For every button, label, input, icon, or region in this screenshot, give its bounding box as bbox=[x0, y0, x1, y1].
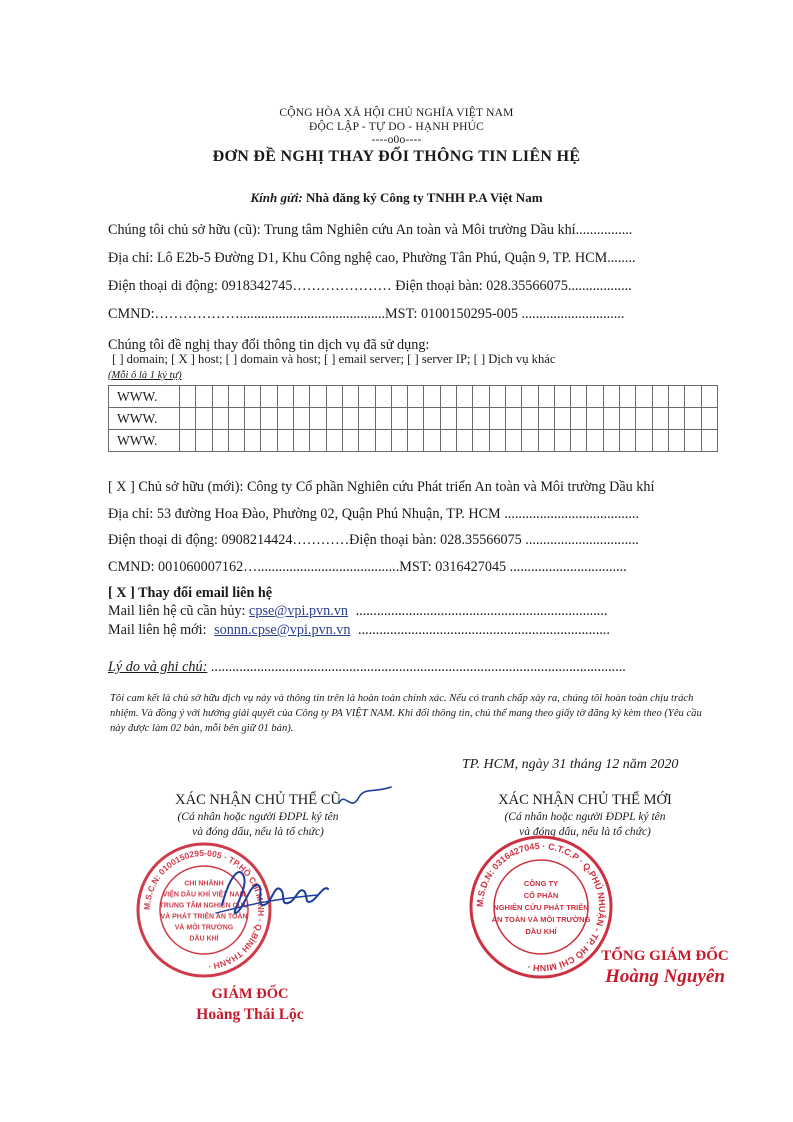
domain-char-box[interactable] bbox=[571, 408, 587, 430]
domain-char-box[interactable] bbox=[701, 430, 717, 452]
domain-char-box[interactable] bbox=[245, 430, 261, 452]
domain-char-box[interactable] bbox=[326, 386, 342, 408]
domain-char-box[interactable] bbox=[391, 430, 407, 452]
domain-char-box[interactable] bbox=[196, 386, 212, 408]
domain-char-box[interactable] bbox=[685, 408, 701, 430]
domain-grid-row bbox=[109, 408, 718, 430]
stamp-center-line: NGHIÊN CỨU PHÁT TRIỂN bbox=[493, 903, 589, 912]
new-address-line: Địa chỉ: 53 đường Hoa Đào, Phường 02, Quận Phú Nhuận, TP. HCM ...................................... bbox=[108, 506, 640, 522]
domain-char-box[interactable] bbox=[538, 430, 554, 452]
old-email-link[interactable]: cpse@vpi.pvn.vn bbox=[249, 603, 349, 619]
domain-char-box[interactable] bbox=[489, 430, 505, 452]
new-phone-line: Điện thoại di động: 0908214424…………Điện thoại bàn: 028.35566075 ................................ bbox=[108, 532, 639, 548]
domain-char-box[interactable] bbox=[554, 386, 570, 408]
domain-char-box[interactable] bbox=[424, 386, 440, 408]
new-email-link[interactable]: sonnn.cpse@vpi.pvn.vn bbox=[214, 622, 351, 638]
new-email-dots: ....................................................................... bbox=[358, 622, 610, 638]
new-email-row bbox=[108, 622, 610, 639]
stamp-center-line: VÀ MÔI TRƯỜNG bbox=[174, 924, 234, 932]
stamp-center-line: CỔ PHẦN bbox=[523, 891, 559, 900]
right-stamp-ring-text: M.S.D.N: 0316427045 · C.T.C.P · Q.PHÚ NHUẬN - TP. HỒ CHÍ MINH · bbox=[474, 840, 608, 974]
domain-char-box[interactable] bbox=[326, 430, 342, 452]
domain-char-box[interactable] bbox=[522, 430, 538, 452]
domain-char-box[interactable] bbox=[652, 430, 668, 452]
domain-char-box[interactable] bbox=[685, 386, 701, 408]
commitment-text: Tôi cam kết là chủ sở hữu dịch vụ này và thông tin trên là hoàn toàn chính xác. Nếu có tranh chấp xảy ra, chúng tôi hoàn toàn chịu trách nhiệm. Và đồng ý với hướng giải quyết của Công ty PA VIỆT NAM. Khi đổi thông tin, chủ thể mang theo giấy tờ đăng ký kèm theo (Yêu cầu này được làm 02 bản, mỗi bên giữ 01 bản). bbox=[110, 693, 702, 734]
right-signer-name: Hoàng Nguyên bbox=[605, 966, 725, 987]
right-signer-role: TỔNG GIÁM ĐỐC bbox=[601, 948, 729, 964]
old-email-dots: ....................................................................... bbox=[355, 603, 608, 619]
old-owner-line: Chúng tôi chủ sở hữu (cũ): Trung tâm Nghiên cứu An toàn và Môi trường Dầu khí................ bbox=[108, 222, 633, 238]
domain-char-box[interactable] bbox=[277, 430, 293, 452]
domain-char-box[interactable] bbox=[359, 430, 375, 452]
stamp-center-line: CÔNG TY bbox=[523, 879, 559, 888]
new-owner-line: [ X ] Chủ sở hữu (mới): Công ty Cổ phần Nghiên cứu Phát triển An toàn và Môi trường Dầu khí bbox=[108, 479, 655, 495]
left-signer-name: Hoàng Thái Lộc bbox=[196, 1006, 304, 1023]
domain-char-box[interactable] bbox=[571, 430, 587, 452]
stamp-center-line: TRUNG TÂM NGHIÊN CỨU bbox=[159, 902, 249, 910]
stamp-center-line: DẦU KHÍ bbox=[189, 935, 219, 943]
domain-char-box[interactable] bbox=[261, 386, 277, 408]
domain-char-box[interactable] bbox=[228, 386, 244, 408]
domain-char-box[interactable] bbox=[294, 430, 310, 452]
reason-dots: ..................................................................................................................... bbox=[210, 659, 626, 675]
domain-char-box[interactable] bbox=[375, 408, 391, 430]
domain-char-box[interactable] bbox=[228, 430, 244, 452]
domain-char-box[interactable] bbox=[457, 408, 473, 430]
domain-char-box[interactable] bbox=[294, 408, 310, 430]
services-intro: Chúng tôi đề nghị thay đổi thông tin dịch vụ đã sử dụng: bbox=[108, 337, 430, 353]
domain-char-box[interactable] bbox=[603, 386, 619, 408]
domain-char-box[interactable] bbox=[652, 408, 668, 430]
stamp-center-line: DẦU KHÍ bbox=[525, 927, 557, 936]
domain-char-box[interactable] bbox=[180, 430, 196, 452]
domain-char-box[interactable] bbox=[391, 386, 407, 408]
domain-char-box[interactable] bbox=[701, 386, 717, 408]
header-ornament: ----o0o---- bbox=[371, 134, 422, 146]
nation-name: CỘNG HÒA XÃ HỘI CHỦ NGHĨA VIỆT NAM bbox=[279, 107, 514, 119]
stamp-center-line: VÀ PHÁT TRIỂN AN TOÀN bbox=[160, 913, 248, 921]
domain-char-box[interactable] bbox=[342, 386, 358, 408]
domain-char-box[interactable] bbox=[180, 408, 196, 430]
domain-char-box[interactable] bbox=[245, 408, 261, 430]
domain-char-box[interactable] bbox=[359, 386, 375, 408]
domain-char-box[interactable] bbox=[636, 430, 652, 452]
recipient-value: Nhà đăng ký Công ty TNHH P.A Việt Nam bbox=[305, 190, 543, 205]
domain-char-box[interactable] bbox=[342, 408, 358, 430]
domain-char-box[interactable] bbox=[636, 408, 652, 430]
domain-char-box[interactable] bbox=[245, 386, 261, 408]
left-sign-sub2: và đóng dấu, nếu là tổ chức) bbox=[192, 826, 324, 838]
domain-grid-label: WWW. bbox=[109, 386, 180, 408]
domain-char-box[interactable] bbox=[391, 408, 407, 430]
domain-grid-row bbox=[109, 386, 718, 408]
domain-char-box[interactable] bbox=[571, 386, 587, 408]
domain-char-box[interactable] bbox=[505, 386, 521, 408]
domain-char-box[interactable] bbox=[310, 430, 326, 452]
domain-char-box[interactable] bbox=[587, 430, 603, 452]
domain-char-box[interactable] bbox=[620, 430, 636, 452]
domain-char-box[interactable] bbox=[701, 408, 717, 430]
left-stamp-ring-text: M.S.C.N: 0100150295-005 · TP.HỒ CHÍ MINH · Q.BÌNH THẠNH · bbox=[141, 847, 267, 972]
left-sign-sub1: (Cá nhân hoặc người ĐDPL ký tên bbox=[177, 811, 339, 823]
stamp-center-line: VIỆN DẦU KHÍ VIỆT NAM bbox=[162, 891, 246, 899]
old-id-line: CMND:……………….........................................MST: 0100150295-005 ............................. bbox=[108, 306, 625, 322]
domain-char-box[interactable] bbox=[261, 408, 277, 430]
right-sign-sub2: và đóng dấu, nếu là tổ chức) bbox=[519, 826, 651, 838]
domain-char-box[interactable] bbox=[212, 430, 228, 452]
stamp-center-line: AN TOÀN VÀ MÔI TRƯỜNG bbox=[491, 915, 591, 924]
domain-grid-label: WWW. bbox=[109, 408, 180, 430]
domain-char-box[interactable] bbox=[685, 430, 701, 452]
domain-char-box[interactable] bbox=[489, 386, 505, 408]
recipient-line bbox=[0, 190, 793, 206]
domain-char-box[interactable] bbox=[440, 430, 456, 452]
domain-char-box[interactable] bbox=[538, 386, 554, 408]
domain-char-box[interactable] bbox=[473, 386, 489, 408]
left-signer-role: GIÁM ĐỐC bbox=[211, 986, 289, 1002]
old-phone-line: Điện thoại di động: 0918342745………………… Điện thoại bàn: 028.35566075.................. bbox=[108, 278, 632, 294]
services-note: (Mỗi ô là 1 ký tự) bbox=[108, 370, 182, 381]
reason-label: Lý do và ghi chú: bbox=[108, 659, 208, 675]
domain-char-box[interactable] bbox=[359, 408, 375, 430]
domain-char-box[interactable] bbox=[310, 386, 326, 408]
old-email-label: Mail liên hệ cũ cần hủy: bbox=[108, 603, 246, 619]
domain-char-box[interactable] bbox=[668, 386, 684, 408]
domain-char-box[interactable] bbox=[587, 386, 603, 408]
domain-char-box[interactable] bbox=[408, 430, 424, 452]
domain-char-box[interactable] bbox=[196, 408, 212, 430]
domain-char-box[interactable] bbox=[440, 408, 456, 430]
domain-char-box[interactable] bbox=[261, 430, 277, 452]
domain-grid bbox=[108, 385, 718, 452]
domain-char-box[interactable] bbox=[375, 386, 391, 408]
domain-char-box[interactable] bbox=[587, 408, 603, 430]
domain-char-box[interactable] bbox=[620, 386, 636, 408]
domain-char-box[interactable] bbox=[212, 386, 228, 408]
domain-char-box[interactable] bbox=[668, 408, 684, 430]
domain-char-box[interactable] bbox=[652, 386, 668, 408]
services-options: [ ] domain; [ X ] host; [ ] domain và host; [ ] email server; [ ] server IP; [ ] Dịch vụ khác bbox=[112, 352, 556, 366]
stamp-center-line: CHI NHÁNH bbox=[184, 880, 224, 888]
left-title-check-icon bbox=[335, 783, 395, 813]
old-email-row bbox=[108, 603, 607, 620]
domain-char-box[interactable] bbox=[554, 430, 570, 452]
domain-char-box[interactable] bbox=[212, 408, 228, 430]
domain-char-box[interactable] bbox=[538, 408, 554, 430]
domain-char-box[interactable] bbox=[408, 408, 424, 430]
domain-char-box[interactable] bbox=[505, 430, 521, 452]
domain-char-box[interactable] bbox=[424, 430, 440, 452]
domain-char-box[interactable] bbox=[196, 430, 212, 452]
domain-char-box[interactable] bbox=[603, 430, 619, 452]
domain-grid-row bbox=[109, 430, 718, 452]
domain-char-box[interactable] bbox=[277, 408, 293, 430]
domain-char-box[interactable] bbox=[228, 408, 244, 430]
domain-char-box[interactable] bbox=[489, 408, 505, 430]
domain-char-box[interactable] bbox=[326, 408, 342, 430]
domain-char-box[interactable] bbox=[375, 430, 391, 452]
right-sign-sub1: (Cá nhân hoặc người ĐDPL ký tên bbox=[504, 811, 666, 823]
domain-char-box[interactable] bbox=[620, 408, 636, 430]
domain-char-box[interactable] bbox=[636, 386, 652, 408]
new-email-label: Mail liên hệ mới: bbox=[108, 622, 207, 638]
motto: ĐỘC LẬP - TỰ DO - HẠNH PHÚC bbox=[308, 121, 484, 133]
domain-char-box[interactable] bbox=[554, 408, 570, 430]
domain-char-box[interactable] bbox=[505, 408, 521, 430]
left-signature-icon bbox=[200, 855, 340, 925]
domain-char-box[interactable] bbox=[668, 430, 684, 452]
domain-char-box[interactable] bbox=[294, 386, 310, 408]
domain-char-box[interactable] bbox=[603, 408, 619, 430]
new-id-line: CMND: 001060007162…........................................MST: 0316427045 ................................. bbox=[108, 559, 627, 575]
domain-char-box[interactable] bbox=[342, 430, 358, 452]
domain-grid-label: WWW. bbox=[109, 430, 180, 452]
domain-char-box[interactable] bbox=[440, 386, 456, 408]
domain-char-box[interactable] bbox=[522, 386, 538, 408]
right-sign-title: XÁC NHẬN CHỦ THỂ MỚI bbox=[498, 792, 672, 808]
domain-char-box[interactable] bbox=[424, 408, 440, 430]
left-sign-title: XÁC NHẬN CHỦ THỂ CŨ bbox=[175, 792, 341, 808]
recipient-label: Kính gửi: bbox=[250, 190, 303, 205]
domain-char-box[interactable] bbox=[277, 386, 293, 408]
domain-char-box[interactable] bbox=[473, 408, 489, 430]
reason-row bbox=[108, 659, 626, 676]
old-address-line: Địa chỉ: Lô E2b-5 Đường D1, Khu Công nghệ cao, Phường Tân Phú, Quận 9, TP. HCM........ bbox=[108, 250, 636, 266]
date-place: TP. HCM, ngày 31 tháng 12 năm 2020 bbox=[462, 757, 679, 772]
domain-char-box[interactable] bbox=[457, 386, 473, 408]
domain-char-box[interactable] bbox=[473, 430, 489, 452]
domain-char-box[interactable] bbox=[522, 408, 538, 430]
domain-char-box[interactable] bbox=[310, 408, 326, 430]
email-change-heading: [ X ] Thay đổi email liên hệ bbox=[108, 585, 273, 601]
domain-char-box[interactable] bbox=[408, 386, 424, 408]
document-title: ĐƠN ĐỀ NGHỊ THAY ĐỔI THÔNG TIN LIÊN HỆ bbox=[212, 148, 581, 165]
domain-char-box[interactable] bbox=[180, 386, 196, 408]
domain-char-box[interactable] bbox=[457, 430, 473, 452]
